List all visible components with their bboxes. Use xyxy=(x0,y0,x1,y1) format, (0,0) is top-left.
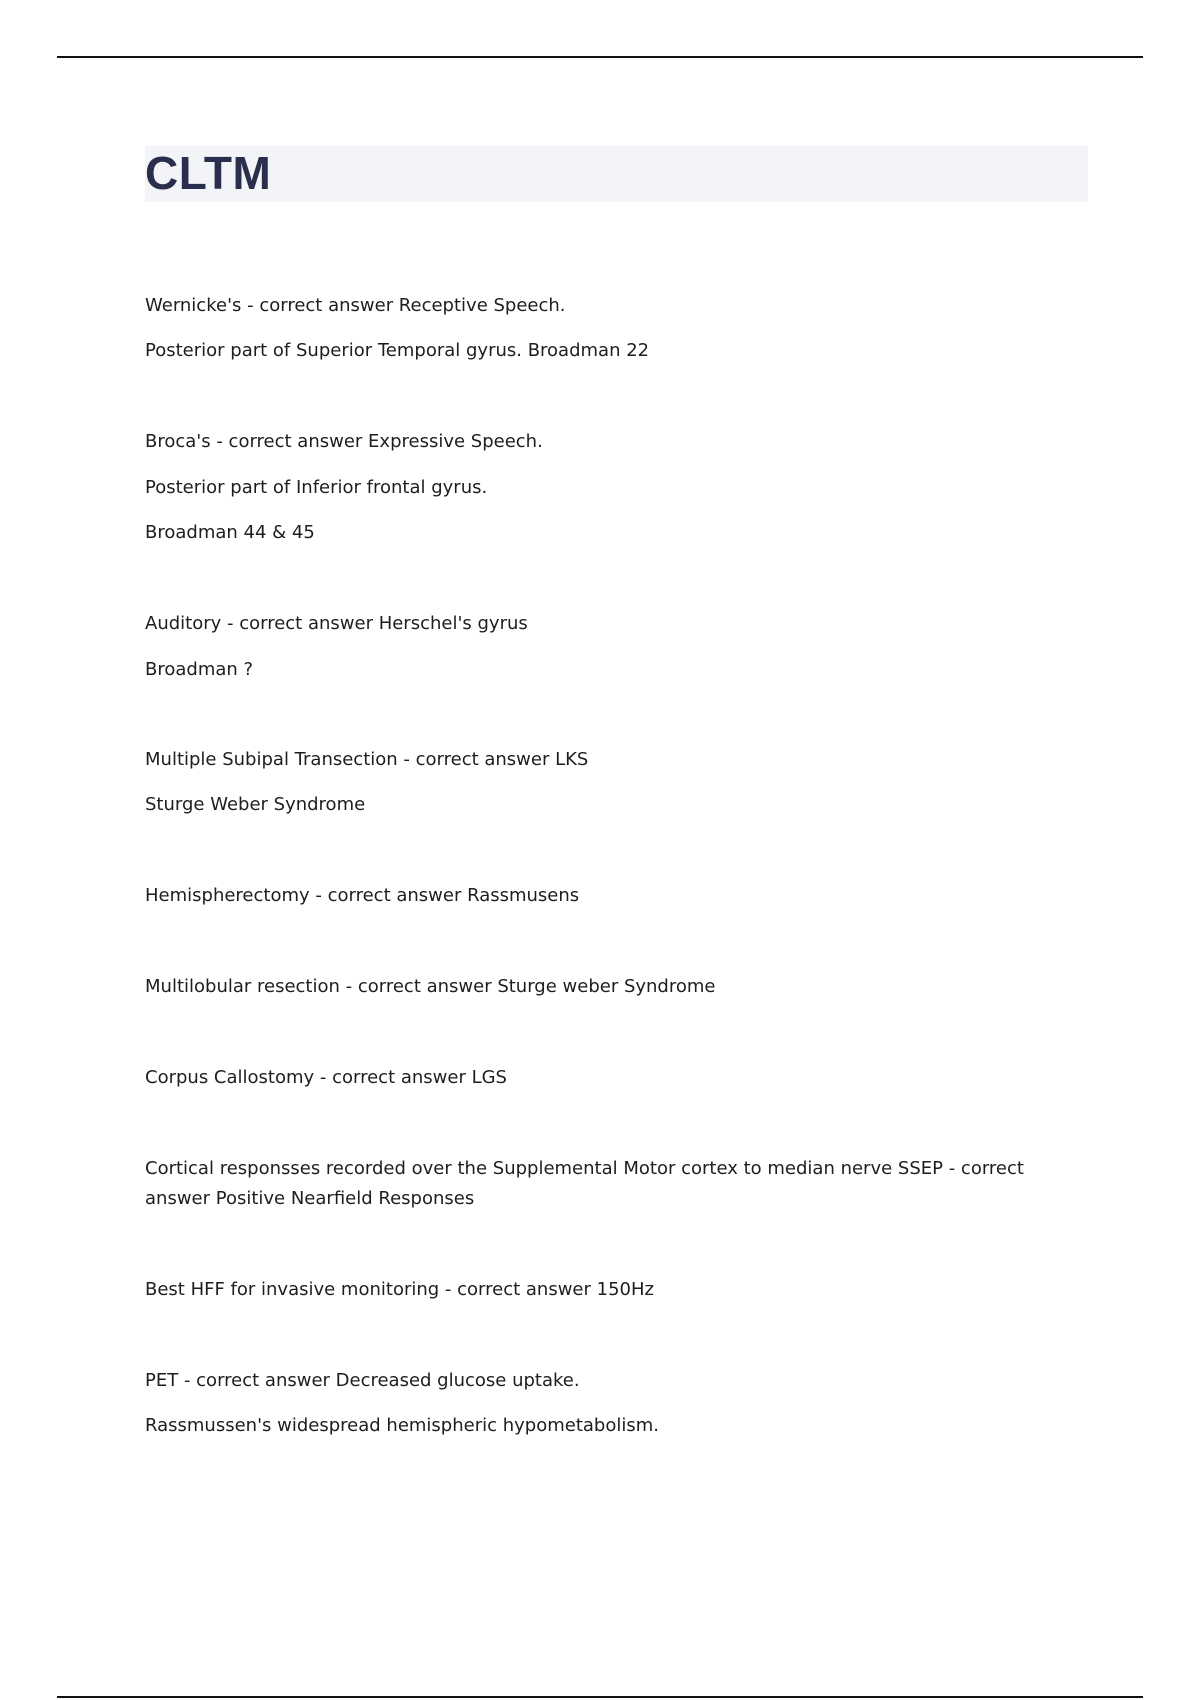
entry-line: Sturge Weber Syndrome xyxy=(145,794,366,815)
entry-line: Posterior part of Superior Temporal gyrus. Broadman 22 xyxy=(145,340,650,361)
entry-line: Best HFF for invasive monitoring - correct answer 150Hz xyxy=(145,1279,654,1300)
document-title: CLTM xyxy=(145,147,272,199)
bottom-rule xyxy=(57,1696,1143,1698)
entry-line: Rassmussen's widespread hemispheric hypometabolism. xyxy=(145,1415,660,1436)
entry-line: Hemispherectomy - correct answer Rassmusens xyxy=(145,885,580,906)
entry-line: Posterior part of Inferior frontal gyrus. xyxy=(145,477,488,498)
entry-line: Multiple Subipal Transection - correct answer LKS xyxy=(145,749,589,770)
entry-line: Broadman 44 & 45 xyxy=(145,522,315,543)
entry-line: Wernicke's - correct answer Receptive Speech. xyxy=(145,295,566,316)
entry-line: Corpus Callostomy - correct answer LGS xyxy=(145,1067,507,1088)
entry-line: Broca's - correct answer Expressive Speech. xyxy=(145,431,543,452)
entry-line: PET - correct answer Decreased glucose uptake. xyxy=(145,1370,580,1391)
title-background xyxy=(145,146,1088,202)
entry-line: Broadman ? xyxy=(145,659,254,680)
top-rule xyxy=(57,56,1143,58)
entry-line: Cortical responsses recorded over the Supplemental Motor cortex to median nerve SSEP - correct answer Positive Nearfield Responses xyxy=(145,1158,1024,1209)
entry-line: Auditory - correct answer Herschel's gyrus xyxy=(145,613,528,634)
entry-line: Multilobular resection - correct answer Sturge weber Syndrome xyxy=(145,976,716,997)
